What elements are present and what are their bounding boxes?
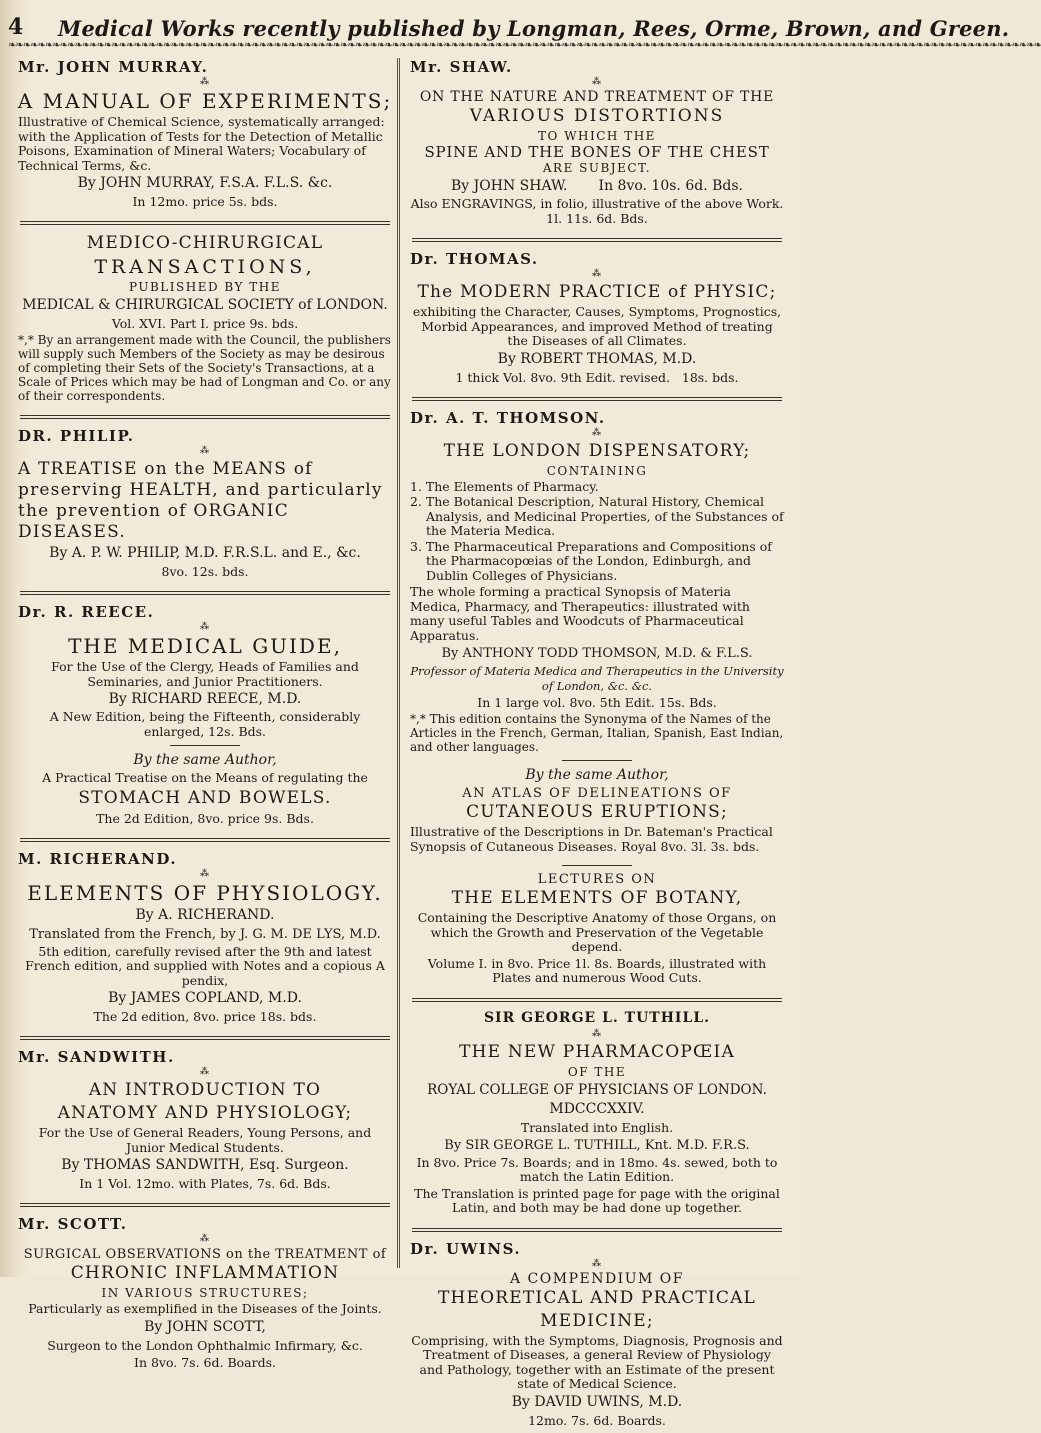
author-heading: Mr. JOHN MURRAY. — [18, 58, 209, 76]
double-rule — [20, 838, 390, 842]
book-title: THE ELEMENTS OF BOTANY, — [451, 888, 743, 908]
double-rule — [20, 221, 390, 225]
ornament-dots: ⁂ — [592, 427, 602, 438]
book-title-line2: ANATOMY AND PHYSIOLOGY; — [57, 1103, 353, 1123]
price: The 2d edition, 8vo. price 18s. bds. — [93, 1009, 317, 1024]
edition-note: 5th edition, carefully revised after the 9th and latest French edition, and supplied with Notes and a copious A pendix, — [25, 943, 385, 988]
translation-note: The Translation is printed page for page with the original Latin, and both may be had done up together. — [414, 1185, 780, 1215]
translated-note: Translated into English. — [520, 1119, 674, 1135]
byline: By ANTHONY TODD THOMSON, M.D. & F.L.S. — [441, 646, 753, 661]
ornament-dots: ⁂ — [200, 868, 210, 879]
byline: By A. P. W. PHILIP, M.D. F.R.S.L. and E., &c. — [49, 545, 361, 561]
ornament-dots: ⁂ — [592, 1028, 602, 1039]
second-title-intro: AN ATLAS OF DELINEATIONS OF — [462, 786, 732, 801]
ornament-dots: ⁂ — [200, 446, 210, 456]
double-rule — [412, 397, 782, 401]
book-title: MEDICO-CHIRURGICAL — [86, 233, 324, 253]
book-title: THE LONDON DISPENSATORY; — [443, 440, 751, 461]
book-description: exhibiting the Character, Causes, Symptoms, Prognostics, Morbid Appearances, and improved Method of treating the Diseases of all Climates. — [412, 304, 782, 348]
price: In 8vo. 7s. 6d. Boards. — [134, 1354, 276, 1370]
entry-botany — [406, 872, 788, 991]
author-position: Surgeon to the London Ophthalmic Infirmary, &c. — [47, 1337, 363, 1353]
author-heading: SIR GEORGE L. TUTHILL. — [483, 1009, 711, 1026]
author-heading: Dr. R. REECE. — [18, 603, 155, 621]
byline: By ROBERT THOMAS, M.D. — [497, 350, 697, 367]
book-title: THE MEDICAL GUIDE, — [68, 634, 342, 658]
second-book-description: Illustrative of the Descriptions in Dr. Bateman's Practical Synopsis of Cutaneous Diseases. Royal 8vo. 3l. 3s. bds. — [410, 824, 773, 854]
edition-note: *,* This edition contains the Synonyma of the Names of the Articles in the French, German, Italian, Spanish, East Indian, and other languages. — [410, 712, 784, 754]
list-item: 2. The Botanical Description, Natural History, Chemical Analysis, and Medicinal Properties, of the Substances of the Materia Medica. — [410, 494, 784, 538]
of-the-label: OF THE — [567, 1064, 627, 1079]
column-divider — [397, 58, 400, 1268]
book-title: A COMPENDIUM OF — [509, 1270, 684, 1287]
entry-reece — [14, 603, 396, 831]
double-rule — [20, 415, 390, 419]
ornament-dots: ⁂ — [592, 269, 602, 279]
author-heading: Mr. SANDWITH. — [18, 1048, 175, 1066]
price: 12mo. 7s. 6d. Boards. — [528, 1412, 666, 1428]
entry-thomson — [406, 409, 788, 860]
book-title: A MANUAL OF EXPERIMENTS; — [17, 89, 393, 113]
ornament-dots: ⁂ — [200, 77, 210, 87]
double-rule — [20, 1203, 390, 1207]
second-book-title: STOMACH AND BOWELS. — [78, 787, 332, 808]
entry-uwins — [406, 1240, 788, 1433]
book-title-line2: THEORETICAL AND PRACTICAL — [437, 1287, 757, 1308]
book-description: The whole forming a practical Synopsis of Materia Medica, Pharmacy, and Therapeutics: illustrated with many useful Tables and Woodcuts of Pharmaceutical Apparatus. — [410, 584, 750, 643]
ornament-dots: ⁂ — [592, 1258, 602, 1269]
book-title: A TREATISE on the MEANS of preserving HEALTH, and particularly the prevention of ORGANIC DISEASES. — [18, 459, 383, 542]
price: Volume I. in 8vo. Price 1l. 8s. Boards, illustrated with Plates and numerous Wood Cuts. — [427, 955, 767, 985]
book-title-line3: SPINE AND THE BONES OF THE CHEST — [424, 143, 770, 161]
edition-note: A New Edition, being the Fifteenth, considerably enlarged, 12s. Bds. — [49, 709, 361, 739]
short-rule — [170, 745, 240, 746]
publisher-note: *,* By an arrangement made with the Council, the publishers will supply such Members of the Society as may be desirous of completing their Sets of the Society's Transactions, at a Scale of Prices which may be had of Longman and Co. or any of their correspondents. — [18, 333, 391, 403]
list-item: 1. The Elements of Pharmacy. — [410, 478, 599, 494]
running-head: Medical Works recently published by Longman, Rees, Orme, Brown, and Green. — [58, 16, 1010, 41]
ornament-dots: ⁂ — [592, 77, 602, 87]
entry-shaw — [406, 58, 788, 231]
editor-byline: By JAMES COPLAND, M.D. — [108, 990, 302, 1006]
price: In 1 large vol. 8vo. 5th Edit. 15s. Bds. — [477, 695, 717, 710]
list-item: 3. The Pharmaceutical Preparations and Compositions of the Pharmacopœias of the London, Edinburgh, and Dublin Colleges of Physicians. — [410, 538, 772, 583]
published-by: PUBLISHED BY THE — [129, 280, 281, 294]
byline: By SIR GEORGE L. TUTHILL, Knt. M.D. F.R.S. — [444, 1137, 750, 1153]
entry-richerand — [14, 850, 396, 1030]
entry-scott — [14, 1215, 396, 1375]
price: 8vo. 12s. bds. — [161, 564, 249, 579]
byline: By JOHN MURRAY, F.S.A. F.L.S. &c. — [77, 175, 333, 191]
book-title: AN INTRODUCTION TO — [88, 1080, 322, 1100]
book-description: Containing the Descriptive Anatomy of those Organs, on which the Growth and Preservation of the Vegetable depend. — [417, 910, 777, 954]
price: The 2d Edition, 8vo. price 9s. Bds. — [96, 810, 314, 826]
author-position: Professor of Materia Medica and Therapeutics in the University of London, &c. &c. — [410, 664, 784, 693]
book-description: For the Use of the Clergy, Heads of Families and Seminaries, and Junior Practitioners. — [51, 659, 359, 689]
right-column — [406, 56, 788, 1428]
double-rule — [412, 238, 782, 242]
author-heading: M. RICHERAND. — [18, 849, 178, 868]
price: In 8vo. Price 7s. Boards; and in 18mo. 4s. sewed, both to match the Latin Edition. — [416, 1154, 778, 1184]
double-rule — [20, 1036, 390, 1040]
same-author-line: By the same Author, — [525, 767, 669, 783]
book-subtitle: IN VARIOUS STRUCTURES; — [101, 1286, 309, 1300]
double-rule — [412, 1228, 782, 1232]
translator-line: Translated from the French, by J. G. M. DE LYS, M.D. — [29, 926, 381, 942]
society-name: MEDICAL & CHIRURGICAL SOCIETY of LONDON. — [22, 297, 388, 313]
book-title: The MODERN PRACTICE of PHYSIC; — [417, 282, 777, 302]
engravings-note: Also ENGRAVINGS, in folio, illustrative of the above Work. 1l. 11s. 6d. Bds. — [410, 196, 784, 226]
book-description: For the Use of General Readers, Young Persons, and Junior Medical Students. — [38, 1125, 372, 1155]
ornament-dots: ⁂ — [200, 1067, 210, 1077]
book-description: Particularly as exemplified in the Diseases of the Joints. — [28, 1301, 382, 1316]
book-subtitle: TO WHICH THE — [538, 129, 656, 143]
entry-murray — [14, 58, 396, 214]
ornament-dots: ⁂ — [200, 622, 210, 632]
book-title-intro: LECTURES ON — [537, 872, 657, 887]
ornamental-border: ❧❧❧❧❧❧❧❧❧❧❧❧❧❧❧❧❧❧❧❧❧❧❧❧❧❧❧❧❧❧❧❧❧❧❧❧❧❧❧❧❧❧❧❧❧❧❧❧❧❧❧❧❧❧❧❧❧❧❧❧❧❧❧❧❧❧❧❧❧❧❧❧❧❧❧❧❧❧❧❧❧❧❧❧❧❧❧❧❧❧❧❧❧❧❧❧❧❧❧❧❧❧❧❧❧❧❧❧❧❧❧❧❧❧❧❧❧❧❧❧❧❧❧❧❧❧❧❧❧❧❧❧❧❧❧❧❧❧❧❧ — [8, 40, 1041, 51]
author-heading: Dr. UWINS. — [410, 1239, 522, 1258]
byline: By THOMAS SANDWITH, Esq. Surgeon. — [61, 1157, 349, 1173]
author-heading: Mr. SCOTT. — [18, 1215, 128, 1233]
author-heading: DR. PHILIP. — [18, 427, 135, 445]
left-column — [14, 56, 396, 1370]
page-number: 4 — [8, 14, 24, 40]
short-rule — [562, 760, 632, 761]
book-title: ON THE NATURE AND TREATMENT OF THE — [419, 89, 775, 105]
byline: By DAVID UWINS, M.D. — [511, 1393, 683, 1410]
entry-philip — [14, 427, 396, 584]
entry-tuthill — [406, 1010, 788, 1221]
author-heading: Dr. A. T. THOMSON. — [410, 408, 606, 427]
same-author-line: By the same Author, — [133, 752, 277, 768]
author-heading: Mr. SHAW. — [410, 58, 513, 76]
ornament-dots: ⁂ — [200, 1234, 210, 1244]
author-heading: Dr. THOMAS. — [410, 250, 539, 268]
byline: By JOHN SHAW. In 8vo. 10s. 6d. Bds. — [451, 178, 743, 194]
price: In 1 Vol. 12mo. with Plates, 7s. 6d. Bds. — [79, 1176, 331, 1191]
double-rule — [20, 591, 390, 595]
book-subtitle2: ARE SUBJECT. — [542, 161, 652, 175]
contents-list — [410, 480, 784, 584]
volume-price: Vol. XVI. Part I. price 9s. bds. — [111, 316, 299, 331]
second-title-intro: A Practical Treatise on the Means of regulating the — [42, 770, 368, 785]
short-rule — [562, 865, 632, 866]
price: In 12mo. price 5s. bds. — [132, 194, 278, 209]
page-header — [0, 6, 1010, 41]
college-name: ROYAL COLLEGE OF PHYSICIANS OF LONDON. — [427, 1081, 767, 1098]
book-title-line2: CHRONIC INFLAMMATION — [70, 1263, 340, 1283]
entry-medico-chirurgical — [14, 233, 396, 408]
second-book-title: CUTANEOUS ERUPTIONS; — [466, 802, 728, 822]
book-title-line2: VARIOUS DISTORTIONS — [469, 106, 725, 126]
book-description: Comprising, with the Symptoms, Diagnosis, Prognosis and Treatment of Diseases, a general Review of Physiology and Pathology, together with an Estimate of the present state of Medical Science. — [411, 1332, 783, 1391]
price: 1 thick Vol. 8vo. 9th Edit. revised. 18s. bds. — [455, 369, 739, 385]
entry-thomas — [406, 250, 788, 390]
byline: By RICHARD REECE, M.D. — [108, 691, 302, 707]
book-title-line3: MEDICINE; — [540, 1310, 654, 1331]
entry-sandwith — [14, 1048, 396, 1196]
book-description: Illustrative of Chemical Science, systematically arranged: with the Application of Tests for the Detection of Metallic Poisons, Examination of Mineral Waters; Vocabulary of Technical Terms, &c. — [18, 114, 385, 173]
book-title: SURGICAL OBSERVATIONS on the TREATMENT of — [23, 1247, 387, 1262]
book-title: THE NEW PHARMACOPŒIA — [459, 1041, 735, 1062]
double-rule — [412, 998, 782, 1002]
book-title-line2: TRANSACTIONS, — [94, 256, 316, 278]
year: MDCCCXXIV. — [549, 1100, 645, 1117]
byline: By A. RICHERAND. — [135, 906, 275, 923]
containing-label: CONTAINING — [546, 463, 648, 478]
byline: By JOHN SCOTT, — [144, 1318, 266, 1335]
book-title: ELEMENTS OF PHYSIOLOGY. — [27, 880, 383, 905]
